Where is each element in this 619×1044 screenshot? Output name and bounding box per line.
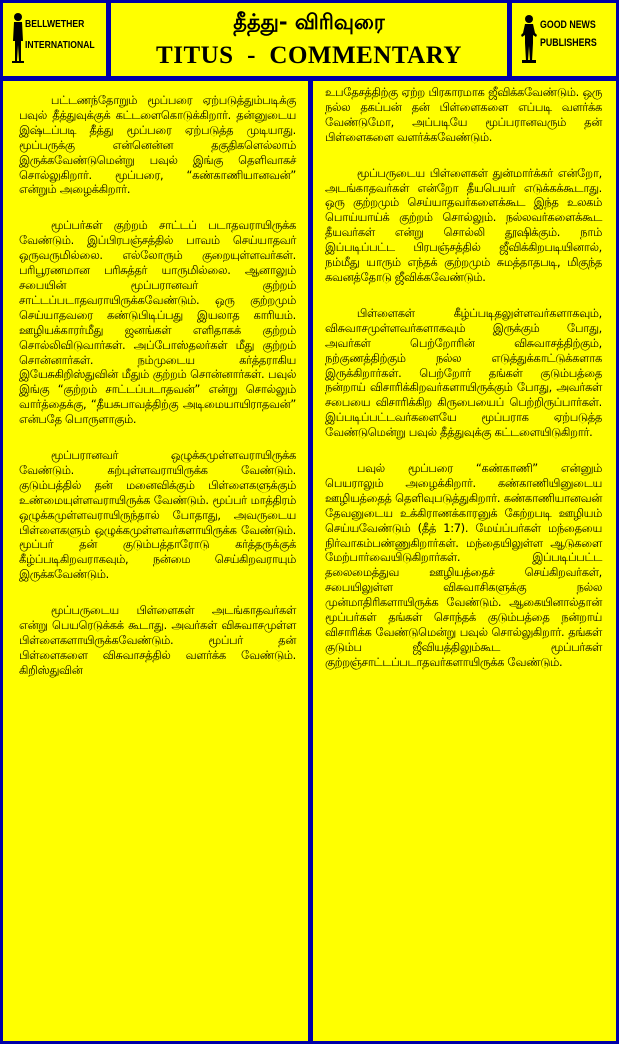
commentary-right-column (313, 81, 616, 1041)
logo-right-line2: PUBLISHERS (540, 36, 597, 49)
bellwether-logo-text (25, 19, 95, 51)
page-title-english: TITUS - COMMENTARY (156, 42, 462, 69)
page-title-tamil: தீத்து- விரிவுரை (233, 10, 385, 34)
figure-icon (520, 13, 538, 63)
paragraph: பவுல் மூப்பரை “கண்காணி” என்னும் பெயராலும் அழைக்கிறார். கண்காணியினுடைய ஊழியத்தைத் தெளிவுபடுத்துகிறார். கண்காணியானவன் தேவனுடைய உக்கிராணக்காரனுக் கேற்றபடி ஊழியம் செய்யவேண்டும் (தீத் 1:7). மேய்ப்பர்கள் மந்தையை நிர்வாகம்பண்ணுகிறார்கள். மந்தையிலுள்ள ஆடுகளை மேற்பார்வையிடுகிறார்கள். இப்படிப்பட்ட தலைமைத்துவ ஊழியத்தைச் செய்கிறவர்கள், சபையிலுள்ள விசுவாசிகளுக்கு நல்ல முன்மாதிரிகளாயிருக்க வேண்டும். ஆகையினால்தான் மூப்பர்கள் தங்கள் சொந்தக் குடும்பத்தை நன்றாய் விசாரிக்க வேண்டுமென்று பவுல் சொல்லுகிறார். தங்கள் குடும்ப ஜீவியத்திலும்கூட மூப்பர்கள் குற்றஞ்சாட்டப்படாதவர்களாயிருக்க வேண்டும். (325, 461, 602, 669)
paragraph: பட்டணந்தோறும் மூப்பரை ஏற்படுத்தும்படிக்கு பவுல் தீத்துவுக்குக் கட்டளைகொடுக்கிறார். தன்னுடைய இஷ்டப்படி தீத்து மூப்பரை ஏற்படுத்த முடியாது. மூப்பருக்கு என்னென்ன தகுதிகளெல்லாம் இருக்கவேண்டுமென்று பவுல் இங்கு தெளிவாகச் சொல்லுகிறார். மூப்பரை, “கண்காணியானவன்” என்றும் அழைக்கிறார். (19, 93, 296, 197)
good-news-logo-text (540, 20, 597, 49)
bellwether-logo (3, 3, 106, 76)
paragraph: உபதேசத்திற்கு ஏற்ற பிரகாரமாக ஜீவிக்கவேண்டும். ஒரு நல்ல தகப்பன் தன் பிள்ளைகளை எப்படி வளர்க்க வேண்டுமோ, அப்படியே மூப்பரானவரும் தன் பிள்ளைகளை வளர்க்கவேண்டும். (325, 85, 602, 144)
paragraph: மூப்பரானவர் ஒழுக்கமுள்ளவராயிருக்க வேண்டும். கற்புள்ளவராயிருக்க வேண்டும். குடும்பத்தில் தன் மனைவிக்கும் பிள்ளைகளுக்கும் உண்மையுள்ளவராயிருக்க வேண்டும். மூப்பர் மாத்திரம் ஒழுக்கமுள்ளவராயிருந்தால் போதாது, அவருடைய பிள்ளைகளும் ஒழுக்கமுள்ளவர்களாயிருக்க வேண்டும். மூப்பர் தன் குடும்பத்தாரோடு கர்த்தருக்குக் கீழ்ப்படிகிறவராகவும், நன்மை செய்கிறவராயும் இருக்கவேண்டும். (19, 448, 296, 582)
good-news-logo (512, 3, 616, 76)
logo-left-line2: INTERNATIONAL (25, 39, 95, 52)
paragraph: மூப்பர்கள் குற்றம் சாட்டப் படாதவராயிருக்க வேண்டும். இப்பிரபஞ்சத்தில் பாவம் செய்யாதவர் ஒருவருமில்லை. எல்லோரும் குறையுள்ளவர்கள். பரிபூரணமான பரிசுத்தர் யாருமில்லை. ஆனாலும் சபையின் மூப்பரானவர் குற்றம் சாட்டப்படாதவராயிருக்கவேண்டும். ஒரு குற்றமும் செய்யாதவரை கண்டுபிடிப்பது இயலாத காரியம். ஊழியக்காரர்மீது ஜனங்கள் எளிதாகக் குற்றம் சொல்லிவிடுவார்கள். அப்போஸ்தலர்கள் மீது குற்றம் சொன்னார்கள். நம்முடைய கர்த்தராகிய இயேசுகிறிஸ்துவின் மீதும் குற்றம் சொன்னார்கள். பவுல் இங்கு “குற்றம் சாட்டப்படாதவன்” என்று சொல்லும் வார்த்தைக்கு, “தீயசுபாவத்திற்கு அடிமையாயிராதவன்” என்பதே பொருளாகும். (19, 218, 296, 427)
paragraph: மூப்பருடைய பிள்ளைகள் துன்மார்க்கர் என்றோ, அடங்காதவர்கள் என்றோ தீயபெயர் எடுக்கக்கூடாது. ஒரு குற்றமும் செய்யாதவர்களைக்கூட இந்த உலகம் பொய்யாய்க் குற்றம் சொல்லும். நல்லவர்களைக்கூட தீயவர்கள் என்று சொல்லி தூஷிக்கும். நாம் இப்படிப்பட்ட பிரபஞ்சத்தில் ஜீவிக்கிறபடியினால், நம்மீது யாரும் எந்தக் குற்றமும் சுமத்தாதபடி, மிகுந்த கவனத்தோடு ஜீவிக்கவேண்டும். (325, 165, 602, 284)
paragraph: பிள்ளைகள் கீழ்ப்படிதலுள்ளவர்களாகவும், விசுவாசமுள்ளவர்களாகவும் இருக்கும் போது, அவர்கள் பெற்றோரின் விசுவாசத்திற்கும், நற்குணத்திற்கும் நல்ல எடுத்துக்காட்டுக்களாக இருக்கிறார்கள். பெற்றோர் தங்கள் குடும்பத்தை நன்றாய் விசாரிக்கிறவர்களாயிருக்கும் போது, அவர்கள் சபையை விசாரிக்கிற கிருபையைப் பெற்றிருப்பார்கள். இப்படிப்பட்டவர்களையே மூப்பராக ஏற்படுத்த வேண்டுமென்று பவுல் தீத்துவுக்கு கட்டளையிடுகிறார். (325, 305, 602, 440)
paragraph: மூப்பருடைய பிள்ளைகள் அடங்காதவர்கள் என்று பெயரெடுக்கக் கூடாது. அவர்கள் விசுவாசமுள்ள பிள்ளைகளாயிருக்கவேண்டும். மூப்பர் தன் பிள்ளைகளை விசுவாசத்தில் வளர்க்க வேண்டும். கிறிஸ்துவின் (19, 603, 296, 677)
logo-right-line1: GOOD NEWS (540, 19, 596, 31)
title-banner (111, 3, 507, 76)
logo-left-line1: BELLWETHER (25, 18, 85, 30)
figure-icon (11, 11, 25, 63)
commentary-left-column (3, 81, 308, 1041)
